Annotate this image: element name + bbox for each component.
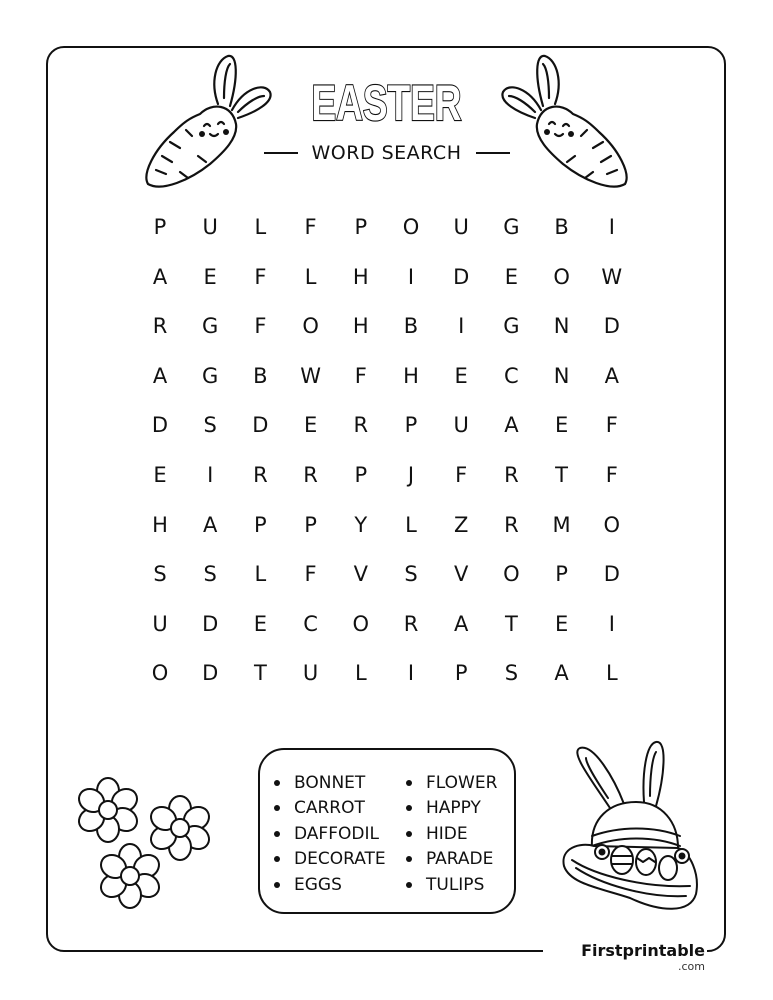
grid-cell[interactable]: F bbox=[254, 314, 267, 339]
grid-cell[interactable]: P bbox=[354, 463, 368, 487]
bullet bbox=[406, 882, 412, 888]
bullet bbox=[274, 805, 280, 811]
grid-cell[interactable]: T bbox=[504, 611, 518, 636]
word-label: FLOWER bbox=[426, 772, 498, 793]
grid-cell[interactable]: B bbox=[253, 363, 268, 388]
word-item bbox=[406, 821, 497, 847]
grid-cell[interactable]: H bbox=[352, 314, 369, 339]
title-text: EASTER bbox=[311, 75, 462, 131]
grid-cell[interactable]: U bbox=[302, 661, 319, 686]
grid-cell[interactable]: P bbox=[254, 512, 267, 537]
easter-bonnet-icon bbox=[550, 738, 710, 918]
grid-cell[interactable]: L bbox=[605, 661, 618, 686]
grid-cell[interactable]: M bbox=[552, 512, 571, 537]
grid-cell[interactable]: I bbox=[407, 661, 415, 686]
word-item bbox=[406, 872, 497, 898]
grid-cell[interactable]: R bbox=[353, 413, 369, 438]
word-label: TULIPS bbox=[426, 874, 485, 895]
grid-cell[interactable]: G bbox=[202, 314, 219, 339]
bunny-carrot-icon bbox=[498, 52, 633, 197]
grid-cell[interactable]: I bbox=[458, 314, 465, 339]
page-subtitle: WORD SEARCH bbox=[311, 142, 462, 164]
grid-cell[interactable]: F bbox=[254, 264, 267, 289]
brand-suffix: .com bbox=[678, 960, 705, 973]
grid-cell[interactable]: E bbox=[454, 363, 468, 388]
grid-cell[interactable]: Z bbox=[453, 512, 469, 537]
word-item bbox=[274, 872, 386, 898]
word-label: HAPPY bbox=[426, 798, 481, 819]
grid-cell[interactable]: G bbox=[503, 215, 520, 239]
grid-cell[interactable]: R bbox=[152, 314, 168, 339]
grid-cell[interactable]: R bbox=[504, 463, 519, 487]
grid-cell[interactable]: P bbox=[454, 661, 468, 686]
grid-cell[interactable]: G bbox=[202, 363, 219, 388]
grid-cell[interactable]: E bbox=[153, 463, 167, 487]
grid-cell[interactable]: E bbox=[554, 413, 569, 438]
bullet bbox=[274, 856, 280, 862]
grid-cell[interactable]: F bbox=[304, 215, 317, 239]
bullet bbox=[406, 856, 412, 862]
grid-cell[interactable]: D bbox=[202, 611, 219, 636]
word-label: HIDE bbox=[426, 823, 468, 844]
grid-cell[interactable]: A bbox=[203, 512, 218, 537]
grid-cell[interactable]: F bbox=[304, 562, 317, 587]
grid-cell[interactable]: R bbox=[253, 463, 268, 487]
page-title bbox=[300, 72, 473, 132]
grid-cell[interactable]: O bbox=[603, 512, 621, 537]
grid-cell[interactable]: I bbox=[608, 215, 615, 239]
grid-cell[interactable]: E bbox=[203, 264, 217, 289]
grid-cell[interactable]: B bbox=[554, 215, 569, 239]
bullet bbox=[274, 882, 280, 888]
grid-cell[interactable]: D bbox=[252, 413, 269, 438]
grid-cell[interactable]: P bbox=[153, 215, 167, 239]
grid-cell[interactable]: F bbox=[605, 413, 618, 438]
word-item bbox=[406, 796, 497, 822]
grid-cell[interactable]: A bbox=[504, 413, 519, 438]
subtitle-left-rule bbox=[264, 152, 298, 154]
bullet bbox=[274, 831, 280, 837]
subtitle-right-rule bbox=[476, 152, 510, 154]
word-label: BONNET bbox=[294, 772, 366, 793]
subtitle-row bbox=[250, 138, 523, 168]
grid-cell[interactable]: E bbox=[504, 264, 519, 289]
grid-cell[interactable]: D bbox=[603, 314, 620, 339]
grid-cell[interactable]: L bbox=[304, 264, 317, 289]
grid-cell[interactable]: A bbox=[554, 661, 569, 686]
bunny-carrot-icon bbox=[140, 52, 275, 197]
grid-cell[interactable]: P bbox=[404, 413, 418, 438]
grid-cell[interactable]: S bbox=[153, 562, 167, 587]
grid-cell[interactable]: D bbox=[202, 661, 219, 686]
grid-cell[interactable]: S bbox=[504, 661, 519, 686]
word-list-left bbox=[274, 770, 386, 898]
grid-cell[interactable]: R bbox=[504, 512, 519, 537]
grid-cell[interactable]: I bbox=[207, 463, 214, 487]
grid-cell[interactable]: A bbox=[454, 611, 469, 636]
word-label: PARADE bbox=[426, 849, 494, 870]
grid-cell[interactable]: P bbox=[555, 562, 568, 587]
grid-cell[interactable]: U bbox=[152, 611, 168, 636]
grid-cell[interactable]: W bbox=[300, 363, 321, 388]
grid-cell[interactable]: S bbox=[203, 562, 217, 587]
grid-cell[interactable]: P bbox=[354, 215, 368, 239]
grid-cell[interactable]: F bbox=[455, 463, 468, 487]
grid-cell[interactable]: C bbox=[504, 363, 519, 388]
grid-cell[interactable]: J bbox=[407, 463, 415, 487]
word-label: DAFFODIL bbox=[294, 823, 379, 844]
word-item bbox=[274, 796, 386, 822]
bullet bbox=[274, 780, 280, 786]
grid-cell[interactable]: W bbox=[601, 264, 623, 289]
grid-cell[interactable]: D bbox=[603, 562, 620, 587]
grid-cell[interactable]: T bbox=[555, 463, 568, 487]
grid-cell[interactable]: O bbox=[352, 611, 370, 636]
grid-cell[interactable]: F bbox=[605, 463, 618, 487]
grid-cell[interactable]: O bbox=[302, 314, 319, 339]
grid-cell[interactable]: I bbox=[608, 611, 615, 636]
word-item bbox=[406, 847, 497, 873]
grid-cell[interactable]: G bbox=[503, 314, 520, 339]
grid-cell[interactable]: C bbox=[303, 611, 318, 636]
bullet bbox=[406, 805, 412, 811]
grid-cell[interactable]: E bbox=[253, 611, 268, 636]
bullet bbox=[406, 780, 412, 786]
word-label: CARROT bbox=[294, 798, 365, 819]
flowers-icon bbox=[62, 770, 232, 920]
grid-cell[interactable]: V bbox=[353, 562, 368, 587]
bullet bbox=[406, 831, 412, 837]
grid-cell[interactable]: O bbox=[553, 264, 570, 289]
word-label: DECORATE bbox=[294, 849, 386, 870]
grid-cell[interactable]: R bbox=[403, 611, 419, 636]
word-label: EGGS bbox=[294, 874, 342, 895]
grid-cell[interactable]: S bbox=[203, 413, 217, 438]
word-list-right bbox=[406, 770, 497, 898]
grid-cell[interactable]: L bbox=[354, 661, 367, 686]
grid-cell[interactable]: S bbox=[404, 562, 418, 587]
word-item bbox=[274, 847, 386, 873]
grid-cell[interactable]: A bbox=[604, 363, 619, 388]
grid-cell[interactable]: D bbox=[151, 413, 169, 438]
grid-cell[interactable]: O bbox=[151, 661, 169, 686]
grid-cell[interactable]: U bbox=[202, 215, 218, 239]
brand-name: Firstprintable bbox=[581, 941, 705, 960]
grid-cell[interactable]: V bbox=[454, 562, 469, 587]
grid-cell[interactable]: U bbox=[453, 413, 469, 438]
grid-cell[interactable]: N bbox=[553, 363, 570, 388]
grid-cell[interactable]: H bbox=[403, 363, 419, 388]
grid-cell[interactable]: N bbox=[553, 314, 570, 339]
grid-cell[interactable]: P bbox=[304, 512, 317, 537]
grid-cell[interactable]: D bbox=[453, 264, 470, 289]
grid-cell[interactable]: R bbox=[303, 463, 318, 487]
grid-cell[interactable]: H bbox=[352, 264, 369, 289]
grid-cell[interactable]: L bbox=[405, 512, 417, 537]
grid-cell[interactable]: A bbox=[152, 363, 168, 388]
grid-cell[interactable]: L bbox=[254, 215, 267, 239]
grid-cell[interactable]: H bbox=[152, 512, 168, 537]
word-item bbox=[406, 770, 497, 796]
word-list-box bbox=[258, 748, 516, 914]
grid-cell[interactable]: U bbox=[453, 215, 469, 239]
grid-cell[interactable]: O bbox=[503, 562, 520, 587]
brand-logo bbox=[543, 941, 707, 973]
grid-cell[interactable]: E bbox=[554, 611, 569, 636]
word-item bbox=[274, 821, 386, 847]
grid-cell[interactable]: E bbox=[303, 413, 318, 438]
grid-cell[interactable]: F bbox=[354, 363, 367, 388]
word-item bbox=[274, 770, 386, 796]
grid-cell[interactable]: A bbox=[152, 264, 168, 289]
grid-cell[interactable]: O bbox=[402, 215, 420, 239]
grid-cell[interactable]: Y bbox=[354, 512, 368, 537]
grid-cell[interactable]: T bbox=[253, 661, 267, 686]
grid-cell[interactable]: L bbox=[254, 562, 267, 587]
grid-cell[interactable]: B bbox=[403, 314, 419, 339]
grid-cell[interactable]: I bbox=[407, 264, 415, 289]
